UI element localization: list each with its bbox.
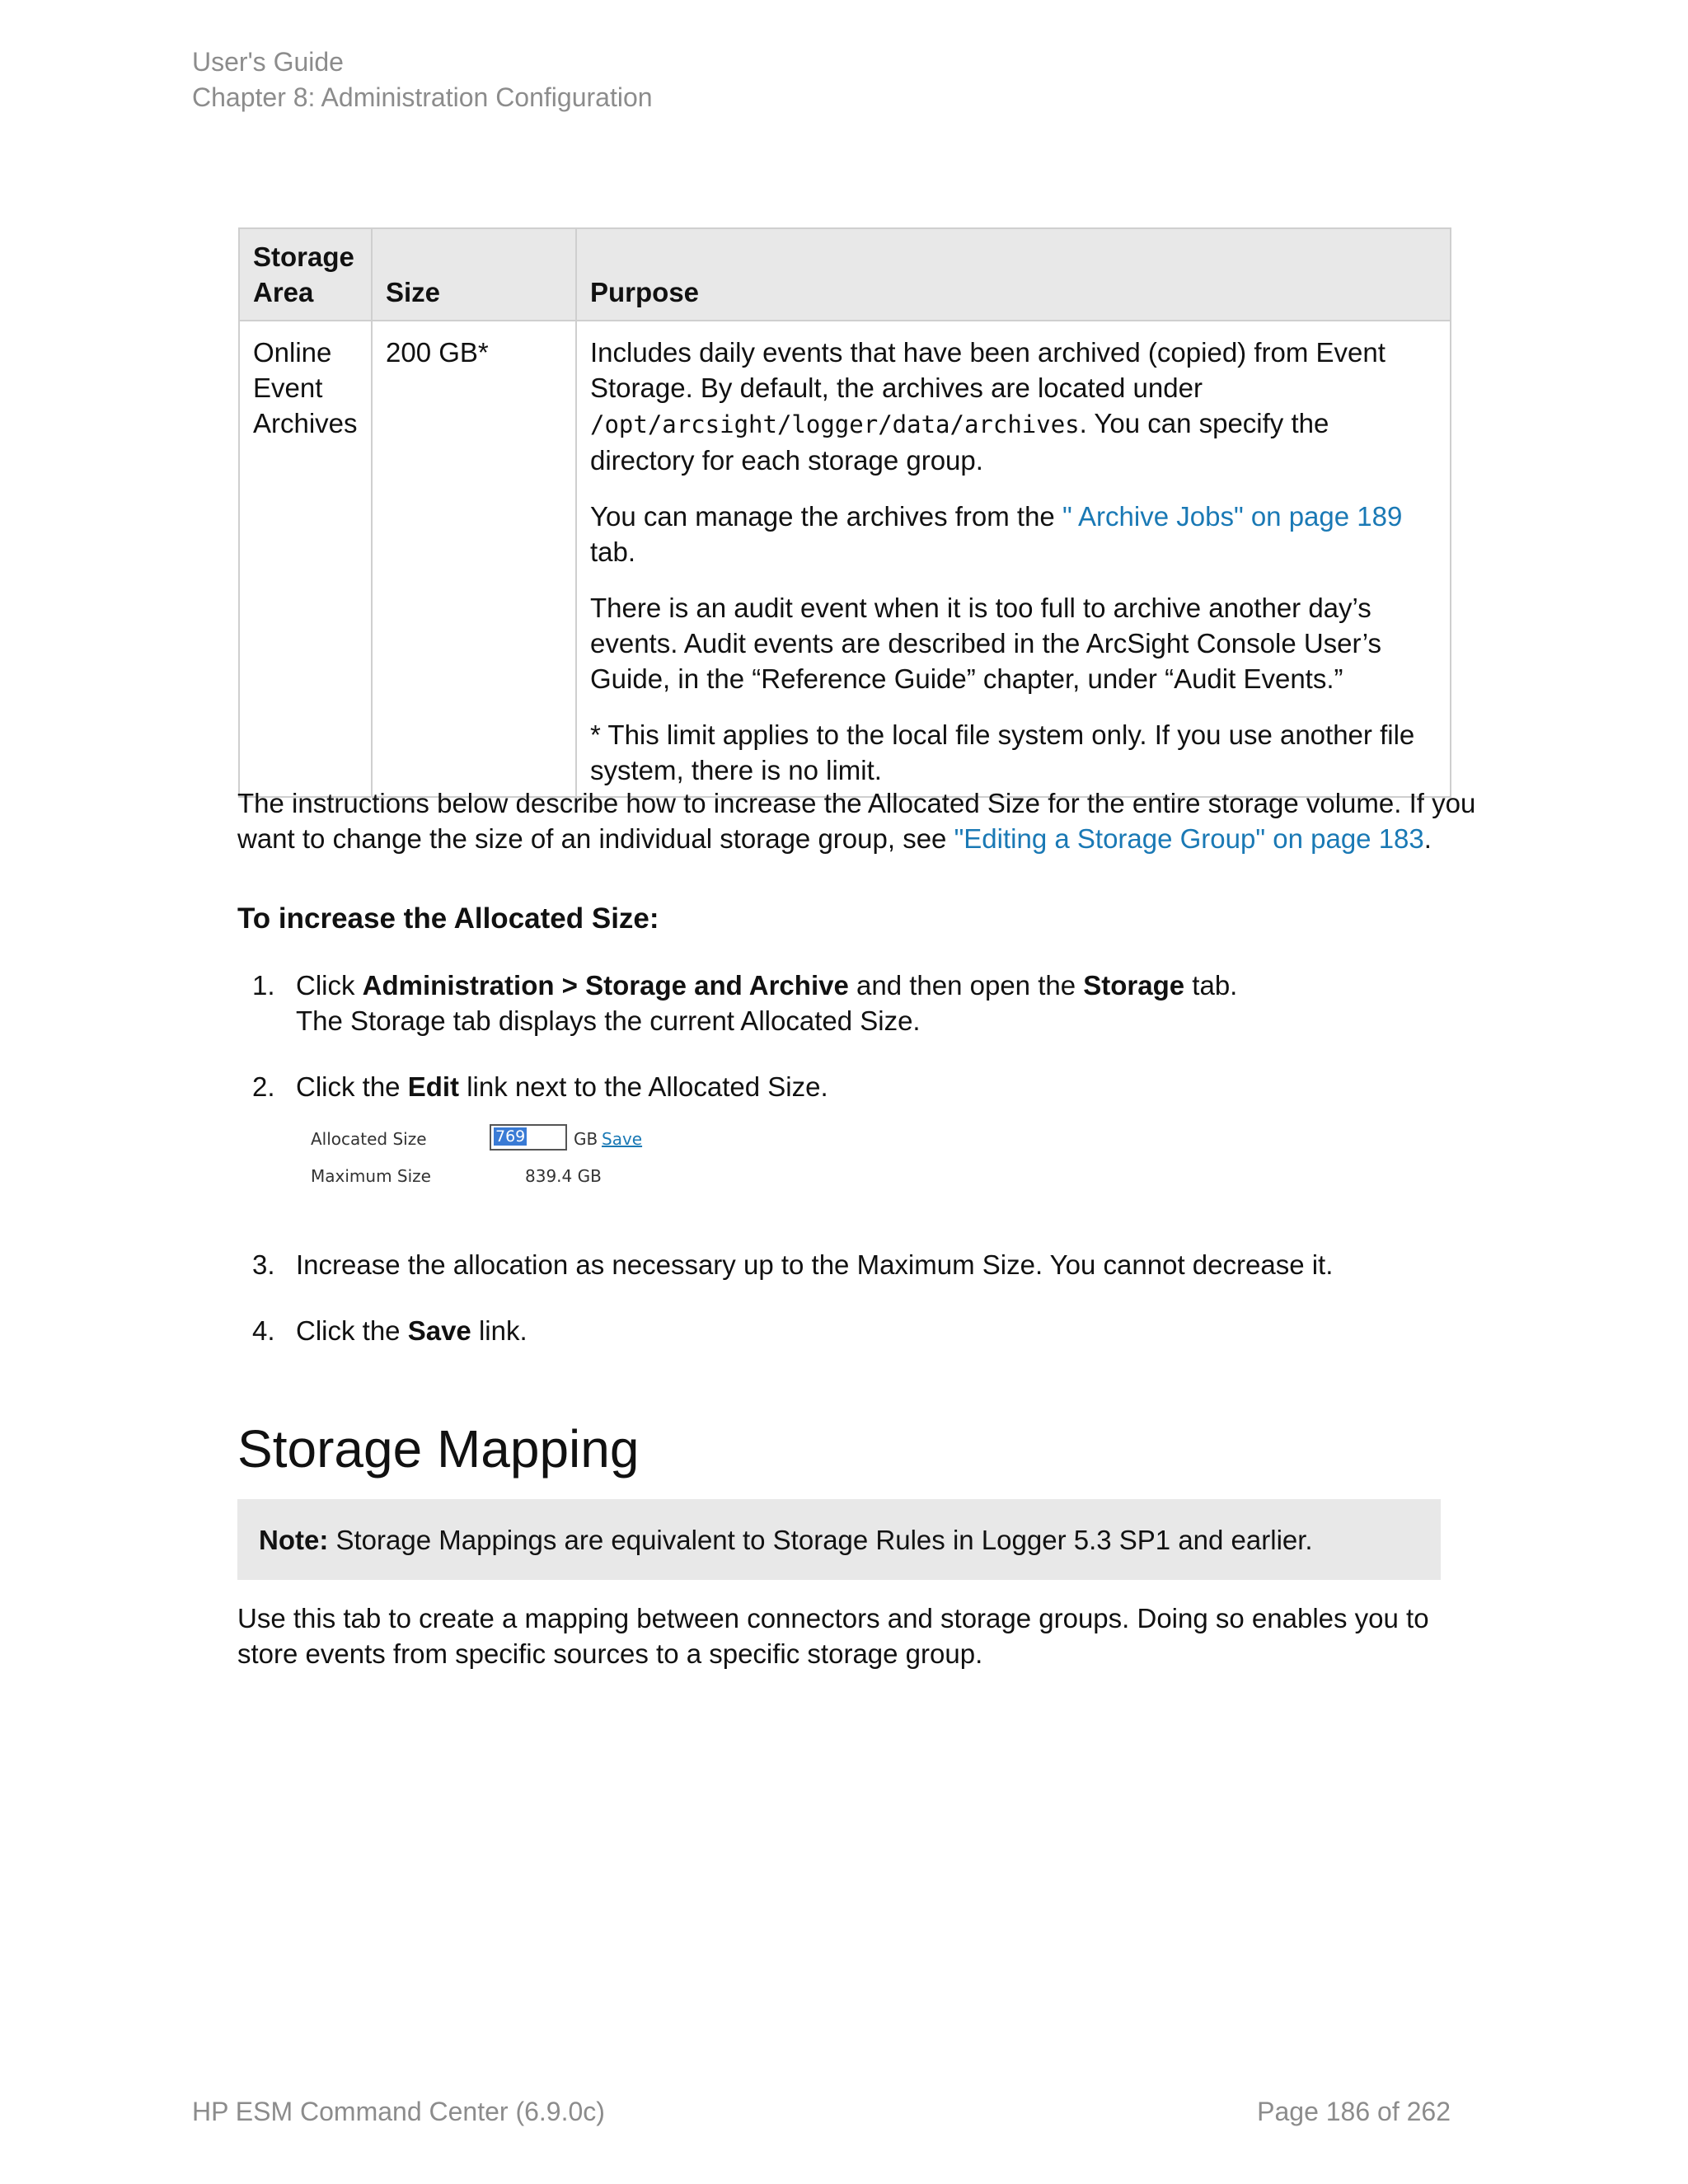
archive-path: /opt/arcsight/logger/data/archives bbox=[590, 410, 1080, 438]
allocated-size-input[interactable]: 769 bbox=[490, 1124, 567, 1151]
gb-unit-label: GB bbox=[574, 1129, 598, 1149]
step-number: 4. bbox=[252, 1315, 275, 1346]
step-number: 3. bbox=[252, 1249, 275, 1280]
storage-area-table bbox=[238, 227, 1451, 798]
menu-path: Administration > Storage and Archive bbox=[362, 970, 849, 1001]
archive-jobs-link[interactable]: " Archive Jobs" on page 189 bbox=[1062, 501, 1403, 532]
step-1-text: Click Administration > Storage and Archive and then open the Storage tab. The Storage tab displays the current Allocated Size. bbox=[296, 970, 1238, 1036]
step-4-text: Click the Save link. bbox=[296, 1315, 528, 1346]
note-box bbox=[237, 1499, 1441, 1580]
allocated-size-label: Allocated Size bbox=[311, 1129, 427, 1149]
header-size: Size bbox=[372, 228, 576, 321]
intro-paragraph: The instructions below describe how to increase the Allocated Size for the entire storage volume. If you want to change the size of an individual storage group, see "Editing a Storage Group" on page 183. bbox=[237, 788, 1476, 854]
section-paragraph: Use this tab to create a mapping between connectors and storage groups. Doing so enables you to store events from specific sources to a specific storage group. bbox=[237, 1603, 1429, 1669]
step-2-text: Click the Edit link next to the Allocated Size. bbox=[296, 1071, 828, 1102]
note-text: Note: Storage Mappings are equivalent to Storage Rules in Logger 5.3 SP1 and earlier. bbox=[259, 1525, 1313, 1555]
table-row bbox=[239, 321, 1451, 797]
purpose-paragraph: You can manage the archives from the " Archive Jobs" on page 189 tab. bbox=[590, 501, 1403, 567]
storage-tab-name: Storage bbox=[1083, 970, 1185, 1001]
purpose-paragraph: There is an audit event when it is too full to archive another day’s events. Audit events are described in the ArcSight Console User’s Guide, in the “Reference Guide” chapter, under “Audit Events.” bbox=[590, 593, 1381, 694]
cell-size: 200 GB* bbox=[372, 321, 576, 797]
step-number: 2. bbox=[252, 1071, 275, 1102]
chapter-title: Chapter 8: Administration Configuration bbox=[192, 82, 653, 112]
step-number: 1. bbox=[252, 970, 275, 1001]
note-label: Note: bbox=[259, 1525, 329, 1555]
table-header-row bbox=[239, 228, 1451, 321]
step-3-text: Increase the allocation as necessary up to the Maximum Size. You cannot decrease it. bbox=[296, 1249, 1334, 1280]
cell-storage-area: Online Event Archives bbox=[239, 321, 372, 797]
maximum-size-value: 839.4 GB bbox=[525, 1166, 602, 1186]
purpose-paragraph: Includes daily events that have been archived (copied) from Event Storage. By default, the archives are located under /opt/arcsight/logger/data/archives. You can specify the directory for each storage group. bbox=[590, 337, 1386, 476]
guide-title: User's Guide bbox=[192, 47, 344, 77]
running-header bbox=[192, 45, 653, 115]
footer-product: HP ESM Command Center (6.9.0c) bbox=[192, 2097, 605, 2126]
editing-storage-group-link[interactable]: "Editing a Storage Group" on page 183 bbox=[954, 823, 1424, 854]
procedure-heading: To increase the Allocated Size: bbox=[237, 902, 659, 935]
header-purpose: Purpose bbox=[576, 228, 1451, 321]
save-link[interactable]: Save bbox=[602, 1129, 643, 1149]
purpose-footnote: * This limit applies to the local file system only. If you use another file system, there is no limit. bbox=[590, 719, 1415, 785]
maximum-size-label: Maximum Size bbox=[311, 1166, 431, 1186]
footer-page-number: Page 186 of 262 bbox=[1257, 2097, 1451, 2126]
cell-purpose bbox=[576, 321, 1451, 797]
header-storage-area: Storage Area bbox=[239, 228, 372, 321]
section-title: Storage Mapping bbox=[237, 1419, 640, 1479]
